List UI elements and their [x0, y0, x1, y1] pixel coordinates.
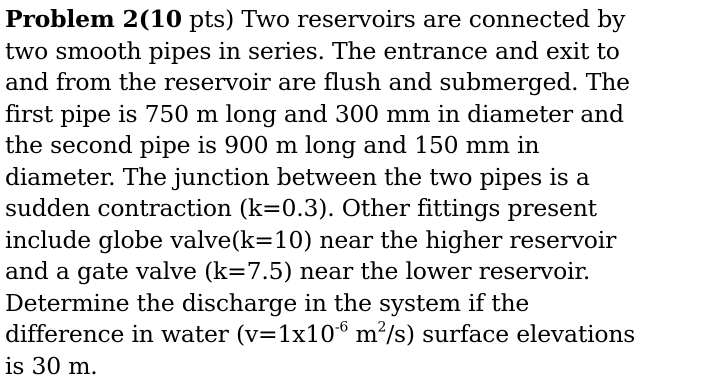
problem-line-7: sudden contraction (k=0.3). Other fittings present [5, 194, 597, 222]
problem-line-5: the second pipe is 900 m long and 150 mm in [5, 131, 540, 159]
problem-line-3: and from the reservoir are flush and submerged. The [5, 68, 630, 96]
problem-line-2: two smooth pipes in series. The entrance and exit to [5, 36, 620, 65]
viscosity-prefix: difference in water (v=1x10 [5, 320, 335, 348]
problem-line-11 [5, 319, 719, 351]
problem-line-1 [5, 4, 719, 36]
problem-points-text: pts) Two reservoirs are connected by [181, 5, 626, 33]
problem-line-6: diameter. The junction between the two pipes is a [5, 162, 590, 191]
problem-line-12: is 30 m. [5, 351, 98, 380]
problem-line-4: first pipe is 750 m long and 300 mm in diameter and [5, 99, 624, 128]
area-exponent: 2 [377, 319, 387, 336]
viscosity-unit-m: m [348, 320, 378, 348]
problem-heading: Problem 2(10 [5, 5, 182, 33]
problem-line-10: Determine the discharge in the system if the [5, 288, 530, 317]
problem-line-8: include globe valve(k=10) near the higher reservoir [5, 225, 617, 254]
problem-line-9: and a gate valve (k=7.5) near the lower reservoir. [5, 257, 591, 285]
viscosity-suffix: /s) surface elevations [386, 320, 636, 348]
viscosity-exponent: -6 [334, 319, 349, 336]
